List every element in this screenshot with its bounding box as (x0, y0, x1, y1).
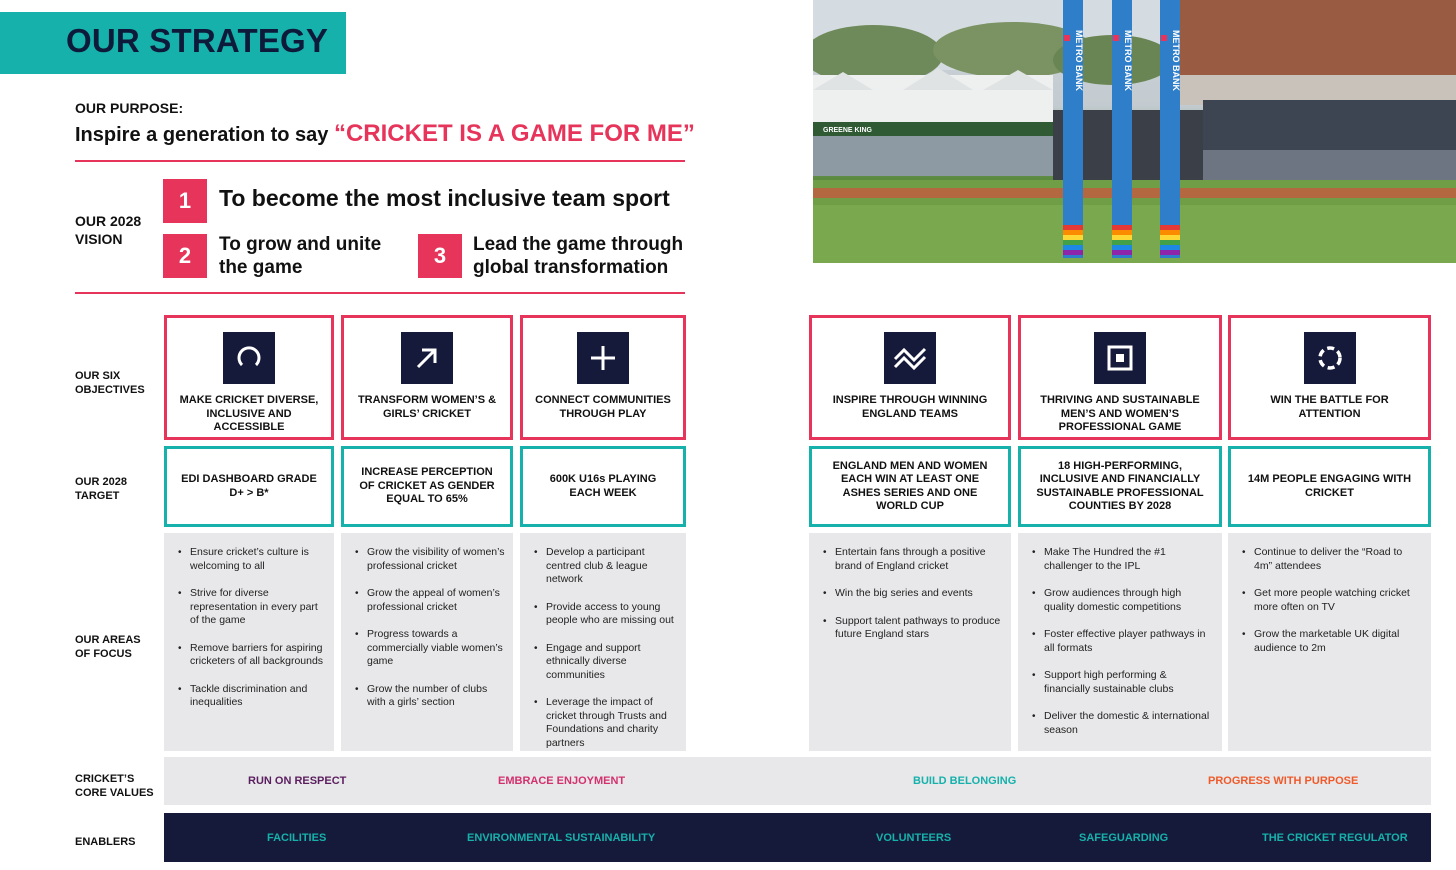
focus-label-line1: OUR AREAS (75, 634, 141, 646)
focus-item: • Engage and support ethnically diverse communities (532, 642, 678, 683)
focus-item: • Progress towards a commercially viable women’s game (353, 628, 505, 669)
focus-item: • Grow the marketable UK digital audience to 2m (1240, 628, 1423, 655)
vision-item-2 (219, 233, 381, 279)
vision-item-3-line2: global transformation (473, 257, 669, 278)
focus-item: • Foster effective player pathways in all formats (1030, 628, 1214, 655)
vision-number-2: 2 (163, 234, 207, 278)
focus-item: • Leverage the impact of cricket through Trusts and Foundations and charity partners (532, 696, 678, 750)
objective-card (809, 315, 1011, 440)
target-card: INCREASE PERCEPTION OF CRICKET AS GENDER EQUAL TO 65% (341, 446, 513, 527)
objective-card (1228, 315, 1431, 440)
enabler-safeguarding: SAFEGUARDING (1079, 832, 1169, 844)
zigzag-icon (884, 332, 936, 384)
focus-label-line2: OF FOCUS (75, 648, 132, 660)
focus-item: • Grow audiences through high quality domestic competitions (1030, 587, 1214, 614)
vision-label-line2: VISION (75, 231, 123, 247)
objective-card (164, 315, 334, 440)
divider (75, 292, 685, 294)
vision-item-3-line1: Lead the game through (473, 234, 684, 255)
focus-item: • Grow the appeal of women’s professional cricket (353, 587, 505, 614)
vision-item-1: To become the most inclusive team sport (219, 185, 670, 211)
objective-text: CONNECT COMMUNITIES THROUGH PLAY (535, 394, 671, 420)
focus-item: • Entertain fans through a positive brand of England cricket (821, 546, 1003, 573)
objectives-label-line1: OUR SIX (75, 370, 121, 382)
objective-text: WIN THE BATTLE FOR ATTENTION (1270, 394, 1389, 420)
focus-item: • Deliver the domestic & international season (1030, 710, 1214, 737)
core-values-label (75, 772, 154, 800)
focus-item: • Continue to deliver the “Road to 4m” attendees (1240, 546, 1423, 573)
objective-text: THRIVING AND SUSTAINABLE MEN’S AND WOMEN’S PROFESSIONAL GAME (1040, 394, 1200, 433)
enabler-environmental-sustainability: ENVIRONMENTAL SUSTAINABILITY (467, 832, 656, 844)
vision-item-2-line2: the game (219, 257, 303, 278)
purpose-label: OUR PURPOSE: (75, 100, 184, 116)
objectives-label (75, 369, 145, 397)
objective-card (520, 315, 686, 440)
core-value-enjoyment: EMBRACE ENJOYMENT (498, 775, 626, 787)
arrow-up-right-icon (401, 332, 453, 384)
stump-brand: METRO BANK (1074, 30, 1084, 91)
target-label-line1: OUR 2028 (75, 476, 127, 488)
core-value-respect: RUN ON RESPECT (248, 775, 347, 787)
core-value-belonging: BUILD BELONGING (913, 775, 1017, 787)
circle-arc-icon (223, 332, 275, 384)
vision-number-3: 3 (418, 234, 462, 278)
core-values-label-line1: CRICKET’S (75, 773, 135, 785)
core-value-purpose: PROGRESS WITH PURPOSE (1208, 775, 1359, 787)
purpose-quote: “CRICKET IS A GAME FOR ME” (333, 120, 695, 147)
page-title: OUR STRATEGY (66, 22, 329, 59)
focus-panel (341, 533, 513, 751)
plus-icon (577, 332, 629, 384)
objective-text: TRANSFORM WOMEN’S & GIRLS’ CRICKET (357, 394, 497, 420)
purpose-lead: Inspire a generation to say (75, 124, 334, 146)
target-label (75, 475, 127, 503)
target-card: 600K U16s PLAYING EACH WEEK (520, 446, 686, 527)
core-values-label-line2: CORE VALUES (75, 787, 154, 799)
focus-item: • Tackle discrimination and inequalities (176, 683, 326, 710)
focus-item: • Grow the visibility of women’s professional cricket (353, 546, 505, 573)
enablers-bar (164, 813, 1431, 862)
focus-item: • Get more people watching cricket more often on TV (1240, 587, 1423, 614)
focus-item: • Win the big series and events (821, 587, 1003, 601)
vision-number-1: 1 (163, 179, 207, 223)
objective-card (1018, 315, 1222, 440)
vision-label-line1: OUR 2028 (75, 213, 142, 229)
focus-item: • Support high performing & financially sustainable clubs (1030, 669, 1214, 696)
focus-item: • Support talent pathways to produce future England stars (821, 615, 1003, 642)
target-card: 18 HIGH-PERFORMING, INCLUSIVE AND FINANCIALLY SUSTAINABLE PROFESSIONAL COUNTIES BY 2028 (1018, 446, 1222, 527)
objectives-label-line2: OBJECTIVES (75, 384, 145, 396)
focus-panel (1228, 533, 1431, 751)
objective-card (341, 315, 513, 440)
focus-item: • Strive for diverse representation in every part of the game (176, 587, 326, 628)
dotted-circle-icon (1304, 332, 1356, 384)
target-card: 14M PEOPLE ENGAGING WITH CRICKET (1228, 446, 1431, 527)
focus-item: • Remove barriers for aspiring cricketers of all backgrounds (176, 642, 326, 669)
vision-item-2-line1: To grow and unite (219, 234, 382, 255)
focus-item: • Develop a participant centred club & league network (532, 546, 678, 587)
stump-brand: METRO BANK (1123, 30, 1133, 91)
enabler-facilities: FACILITIES (267, 832, 327, 844)
enablers-label: ENABLERS (75, 836, 136, 848)
focus-panel (1018, 533, 1222, 751)
focus-item: • Provide access to young people who are missing out (532, 601, 678, 628)
focus-panel (164, 533, 334, 751)
vision-label (75, 212, 141, 248)
focus-panel (809, 533, 1011, 751)
vision-item-3 (473, 233, 683, 279)
stump-brand: METRO BANK (1171, 30, 1181, 91)
divider (75, 160, 685, 162)
target-card: ENGLAND MEN AND WOMEN EACH WIN AT LEAST ONE ASHES SERIES AND ONE WORLD CUP (809, 446, 1011, 527)
enabler-volunteers: VOLUNTEERS (876, 832, 952, 844)
objective-text: INSPIRE THROUGH WINNING ENGLAND TEAMS (832, 394, 988, 420)
purpose-statement (75, 120, 695, 148)
cricket-stumps-photo (813, 0, 1456, 263)
target-card: EDI DASHBOARD GRADE D+ > B* (164, 446, 334, 527)
target-label-line2: TARGET (75, 490, 120, 502)
focus-item: • Make The Hundred the #1 challenger to the IPL (1030, 546, 1214, 573)
stand-sign: GREENE KING (823, 127, 873, 134)
focus-item: • Ensure cricket’s culture is welcoming to all (176, 546, 326, 573)
objective-text: MAKE CRICKET DIVERSE, INCLUSIVE AND ACCESSIBLE (179, 394, 319, 433)
focus-item: • Grow the number of clubs with a girls’ section (353, 683, 505, 710)
focus-panel (520, 533, 686, 751)
focus-label (75, 633, 141, 661)
enabler-cricket-regulator: THE CRICKET REGULATOR (1262, 832, 1408, 844)
square-frame-icon (1094, 332, 1146, 384)
